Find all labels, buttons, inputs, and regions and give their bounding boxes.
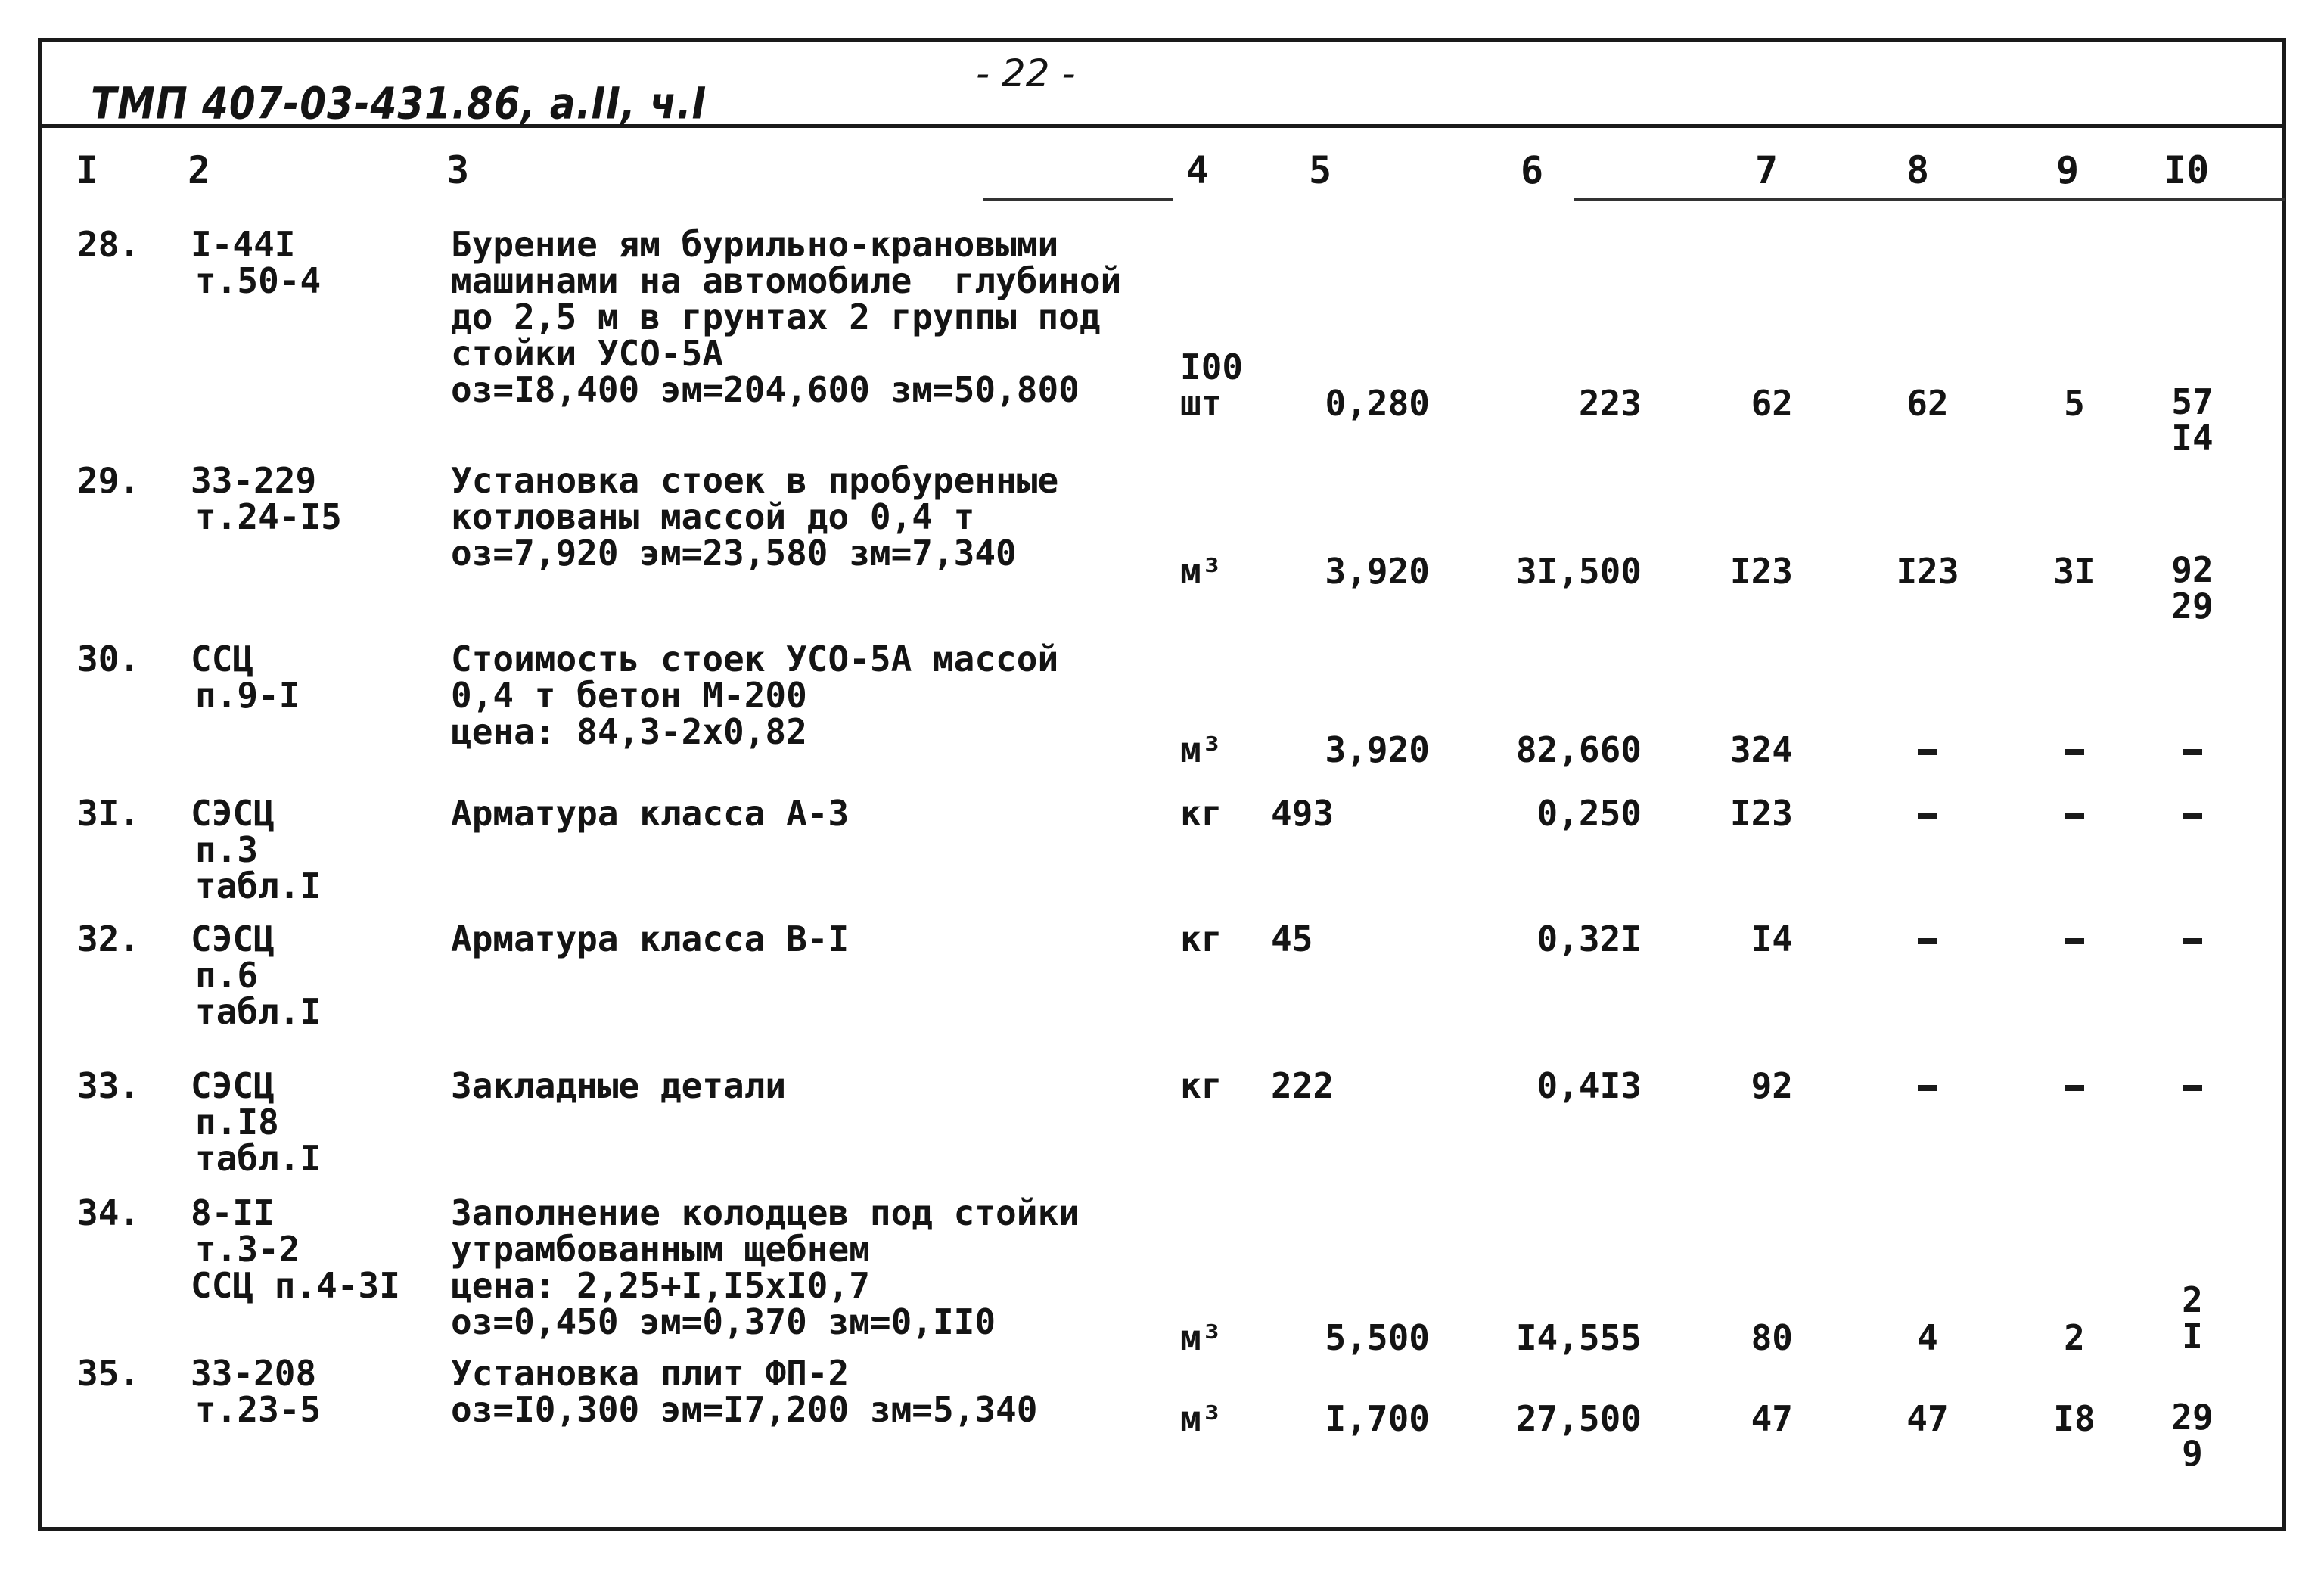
wages-cost-dash <box>1918 938 1937 944</box>
work-description: Установка плит ФП-2 <box>451 1353 850 1394</box>
machine-cost: 2 <box>2064 1317 2085 1358</box>
norm-code: СЭСЦ <box>191 793 275 834</box>
column-header: 6 <box>1521 148 1544 192</box>
quantity: 45 <box>1271 919 1313 959</box>
work-description: стойки УСО-5А <box>451 333 724 374</box>
quantity: I,700 <box>1325 1398 1430 1439</box>
total-cost: 92 <box>1751 1065 1793 1106</box>
total-cost: 324 <box>1729 729 1793 770</box>
norm-code: п.3 <box>195 829 259 870</box>
norm-code: СЭСЦ <box>191 919 275 959</box>
norm-code: т.23-5 <box>195 1389 322 1430</box>
labor-cost: 9 <box>2182 1433 2203 1474</box>
machine-cost: I8 <box>2053 1398 2096 1439</box>
work-description: Стоимость стоек УСО-5А массой <box>451 639 1059 679</box>
wages-cost: 62 <box>1906 383 1949 424</box>
wages-cost: I23 <box>1896 551 1959 592</box>
total-cost: I23 <box>1729 551 1793 592</box>
unit-price: 223 <box>1578 383 1642 424</box>
column-header: I <box>76 148 99 192</box>
labor-cost: 57 <box>2171 381 2214 422</box>
wages-cost-dash <box>1918 813 1937 819</box>
norm-code: т.24-I5 <box>195 496 342 537</box>
unit-price: 3I,500 <box>1515 551 1642 592</box>
row-number: 3I. <box>77 793 141 834</box>
page-number: - 22 - <box>976 51 1076 95</box>
norm-code: п.6 <box>195 955 259 996</box>
work-description: цена: 2,25+I,I5хI0,7 <box>451 1265 870 1306</box>
quantity: 3,920 <box>1325 729 1430 770</box>
work-description: до 2,5 м в грунтах 2 группы под <box>451 297 1101 337</box>
work-description: Установка стоек в пробуренные <box>451 460 1059 501</box>
norm-code: т.50-4 <box>195 260 322 301</box>
column-header: 2 <box>188 148 211 192</box>
machine-cost-dash <box>2065 1085 2084 1091</box>
norm-code: ССЦ <box>191 639 254 679</box>
labor-cost: I <box>2182 1316 2203 1357</box>
norm-code: 8-II <box>191 1192 275 1233</box>
row-number: 34. <box>77 1192 141 1233</box>
row-number: 30. <box>77 639 141 679</box>
work-description: машинами на автомобиле глубиной <box>451 260 1122 301</box>
column-header-underline <box>1574 198 2285 201</box>
quantity: 493 <box>1271 793 1334 834</box>
machine-cost-dash <box>2065 938 2084 944</box>
quantity: 0,280 <box>1325 383 1430 424</box>
column-header: 5 <box>1309 148 1332 192</box>
column-header-underline <box>983 198 1173 201</box>
unit: м³ <box>1180 729 1223 770</box>
document-code: ТМП 407-03-431.86, а.II, ч.I <box>91 78 707 129</box>
norm-code: СЭСЦ <box>191 1065 275 1106</box>
labor-cost: 29 <box>2171 586 2214 626</box>
column-header: I0 <box>2164 148 2210 192</box>
work-description: цена: 84,3-2х0,82 <box>451 711 807 752</box>
work-description: Бурение ям бурильно-крановыми <box>451 224 1059 265</box>
unit-price: 82,660 <box>1515 729 1642 770</box>
labor-cost-dash <box>2183 813 2202 819</box>
quantity: 3,920 <box>1325 551 1430 592</box>
unit: м³ <box>1180 1398 1223 1439</box>
row-number: 29. <box>77 460 141 501</box>
row-number: 32. <box>77 919 141 959</box>
sheet-frame <box>38 38 2286 1531</box>
row-number: 28. <box>77 224 141 265</box>
column-header: 8 <box>1906 148 1930 192</box>
work-description: оз=I8,400 эм=204,600 зм=50,800 <box>451 369 1080 410</box>
work-description: Арматура класса А-3 <box>451 793 850 834</box>
machine-cost-dash <box>2065 813 2084 819</box>
wages-cost-dash <box>1918 749 1937 755</box>
unit: кг <box>1180 919 1223 959</box>
wages-cost: 4 <box>1917 1317 1938 1358</box>
norm-code: 33-229 <box>191 460 317 501</box>
unit-price: 0,32I <box>1536 919 1642 959</box>
norm-code: I-44I <box>191 224 296 265</box>
row-number: 33. <box>77 1065 141 1106</box>
unit: м³ <box>1180 551 1223 592</box>
quantity: 5,500 <box>1325 1317 1430 1358</box>
norm-code: табл.I <box>195 991 322 1032</box>
norm-code: 33-208 <box>191 1353 317 1394</box>
unit: шт <box>1180 383 1223 424</box>
total-cost: 47 <box>1751 1398 1793 1439</box>
column-header: 4 <box>1186 148 1210 192</box>
labor-cost: I4 <box>2171 418 2214 459</box>
unit: I00 <box>1180 347 1244 387</box>
norm-code: п.9-I <box>195 675 300 716</box>
machine-cost-dash <box>2065 749 2084 755</box>
work-description: Арматура класса В-I <box>451 919 850 959</box>
labor-cost-dash <box>2183 938 2202 944</box>
work-description: котлованы массой до 0,4 т <box>451 496 975 537</box>
wages-cost: 47 <box>1906 1398 1949 1439</box>
wages-cost-dash <box>1918 1085 1937 1091</box>
norm-code: п.I8 <box>195 1102 279 1142</box>
column-header: 3 <box>446 148 470 192</box>
work-description: 0,4 т бетон М-200 <box>451 675 807 716</box>
labor-cost-dash <box>2183 749 2202 755</box>
unit: кг <box>1180 1065 1223 1106</box>
quantity: 222 <box>1271 1065 1334 1106</box>
total-cost: I4 <box>1751 919 1793 959</box>
total-cost: 62 <box>1751 383 1793 424</box>
work-description: Заполнение колодцев под стойки <box>451 1192 1080 1233</box>
machine-cost: 3I <box>2053 551 2096 592</box>
work-description: Закладные детали <box>451 1065 787 1106</box>
unit-price: 0,4I3 <box>1536 1065 1642 1106</box>
norm-code: ССЦ п.4-3I <box>191 1265 400 1306</box>
work-description: утрамбованным щебнем <box>451 1229 870 1270</box>
unit: м³ <box>1180 1317 1223 1358</box>
norm-code: табл.I <box>195 1138 322 1179</box>
work-description: оз=0,450 эм=0,370 зм=0,II0 <box>451 1301 996 1342</box>
work-description: оз=I0,300 эм=I7,200 зм=5,340 <box>451 1389 1038 1430</box>
labor-cost: 92 <box>2171 549 2214 590</box>
labor-cost-dash <box>2183 1085 2202 1091</box>
total-cost: I23 <box>1729 793 1793 834</box>
total-cost: 80 <box>1751 1317 1793 1358</box>
labor-cost: 2 <box>2182 1279 2203 1320</box>
unit-price: 27,500 <box>1515 1398 1642 1439</box>
column-header: 9 <box>2056 148 2080 192</box>
norm-code: табл.I <box>195 866 322 906</box>
machine-cost: 5 <box>2064 383 2085 424</box>
norm-code: т.3-2 <box>195 1229 300 1270</box>
column-header: 7 <box>1755 148 1779 192</box>
work-description: оз=7,920 эм=23,580 зм=7,340 <box>451 533 1017 574</box>
labor-cost: 29 <box>2171 1397 2214 1438</box>
unit-price: I4,555 <box>1515 1317 1642 1358</box>
row-number: 35. <box>77 1353 141 1394</box>
unit-price: 0,250 <box>1536 793 1642 834</box>
unit: кг <box>1180 793 1223 834</box>
